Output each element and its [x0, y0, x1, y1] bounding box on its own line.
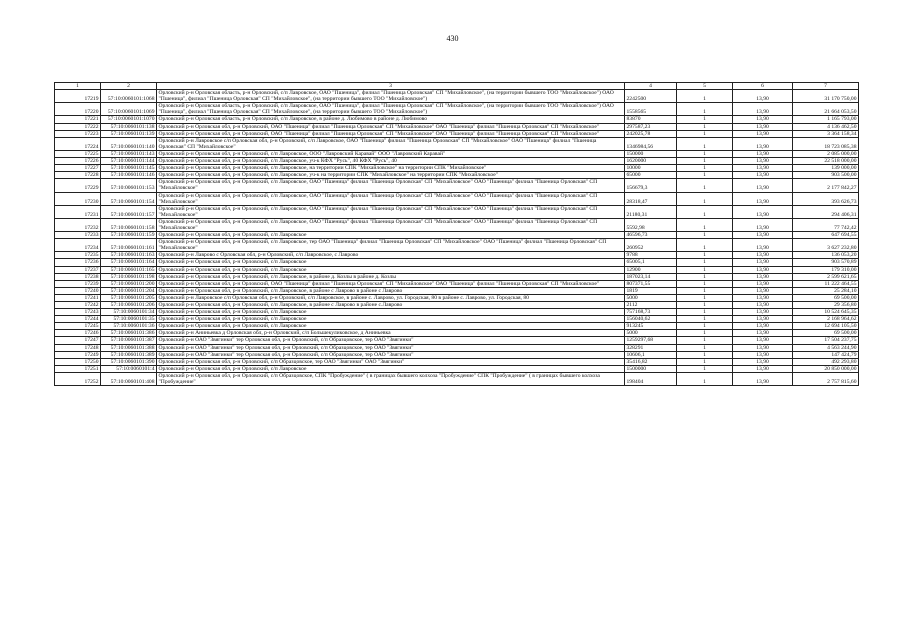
coefficient-value: 1 [677, 137, 733, 150]
cadastral-number: 57:10:0060101:387 [101, 337, 157, 344]
cadastral-number: 57:10:0060101:143 [101, 150, 157, 157]
area-value: 757168,73 [625, 309, 677, 316]
rate-value: 13,90 [733, 266, 793, 273]
row-number: 17219 [55, 90, 101, 103]
rate-value: 13,90 [733, 365, 793, 372]
location-address: Орловский р-н Орловская обл, р-н Орловский, с/п Лавровское, в районе с Лаврово в районе с.Лаврово [157, 302, 625, 309]
rate-value: 13,90 [733, 287, 793, 294]
row-number: 17234 [55, 239, 101, 252]
rate-value: 13,90 [733, 130, 793, 137]
table-row [55, 158, 859, 165]
table-row [55, 116, 859, 123]
rate-value: 13,90 [733, 372, 793, 385]
area-value: 28318,47 [625, 192, 677, 205]
area-value: 156679,3 [625, 179, 677, 192]
location-address: Орловский р-н Орловская обл, р-н Орловский, с/п Лавровское [157, 323, 625, 330]
table-row [55, 165, 859, 172]
area-value: 9788 [625, 252, 677, 259]
row-number: 17221 [55, 116, 101, 123]
row-number: 17245 [55, 323, 101, 330]
rate-value: 13,90 [733, 358, 793, 365]
table-row [55, 192, 859, 205]
table-row [55, 123, 859, 130]
coefficient-value: 1 [677, 239, 733, 252]
cadastral-value: 2 599 621,65 [793, 273, 859, 280]
coefficient-value: 1 [677, 344, 733, 351]
cadastral-value: 20 850 000,00 [793, 365, 859, 372]
row-number: 17232 [55, 218, 101, 231]
column-header: 7 [793, 83, 859, 90]
area-value: 5000 [625, 294, 677, 301]
cadastral-number: 57:10:0060101:153 [101, 179, 157, 192]
location-address: Орловский р-н Лавровское с/п Орловская обл, р-н Орловский, с/п Лавровское, в районе с. Лаврово, ул. Городская, 80 в районе с. Лаврово, ул. Городская, 80 [157, 294, 625, 301]
table-header-row [55, 83, 859, 90]
row-number: 17246 [55, 330, 101, 337]
coefficient-value: 1 [677, 123, 733, 130]
area-value: 10606,1 [625, 351, 677, 358]
area-value: 2242500 [625, 90, 677, 103]
area-value: 2112 [625, 302, 677, 309]
coefficient-value: 1 [677, 259, 733, 266]
cadastral-number: 57:10:0060101:200 [101, 280, 157, 287]
location-address: Орловский р-н Орловская обл, р-н Орловский, с/п Образцовское, тер ОАО "Звягинки" ОАО "Звягинки" [157, 358, 625, 365]
rate-value: 13,90 [733, 330, 793, 337]
table-row [55, 351, 859, 358]
cadastral-value: 2 168 964,62 [793, 316, 859, 323]
area-value: 5000 [625, 330, 677, 337]
cadastral-number: 57:10:0060101:138 [101, 123, 157, 130]
coefficient-value: 1 [677, 294, 733, 301]
cadastral-value: 2 085 000,00 [793, 150, 859, 157]
row-number: 17230 [55, 192, 101, 205]
table-row [55, 266, 859, 273]
table-row [55, 150, 859, 157]
table-row [55, 218, 859, 231]
coefficient-value: 1 [677, 365, 733, 372]
page-number: 430 [446, 34, 459, 43]
table-row [55, 358, 859, 365]
cadastral-value: 22 518 000,00 [793, 158, 859, 165]
cadastral-value: 11 222 464,55 [793, 280, 859, 287]
rate-value: 13,90 [733, 280, 793, 287]
row-number: 17250 [55, 358, 101, 365]
area-value: 260952 [625, 239, 677, 252]
cadastral-value: 18 723 085,38 [793, 137, 859, 150]
rate-value: 13,90 [733, 259, 793, 266]
table-row [55, 103, 859, 116]
rate-value: 13,90 [733, 316, 793, 323]
rate-value: 13,90 [733, 239, 793, 252]
cadastral-number: 57:10:0060101:165 [101, 266, 157, 273]
cadastral-value: 69 500,00 [793, 330, 859, 337]
location-address: Орловский р-н ОАО "Звягинки" тер Орловская обл, р-н Орловский, с/п Образцовское, тер ОАО "Звягинки" [157, 344, 625, 351]
column-header: 6 [733, 83, 793, 90]
row-number: 17236 [55, 259, 101, 266]
coefficient-value: 1 [677, 252, 733, 259]
column-header: 2 [101, 83, 157, 90]
cadastral-value: 21 664 053,50 [793, 103, 859, 116]
row-number: 17239 [55, 280, 101, 287]
table-row [55, 252, 859, 259]
coefficient-value: 1 [677, 103, 733, 116]
row-number: 17233 [55, 232, 101, 239]
location-address: Орловский р-н Орловская область, р-н Орловский, с/п Лавровское, ОАО "Пшеница", филиал "Пшеница Орловская" СП "Михайловское", (на территории бывшего ТОО "Михайловское") ОАО "Пшеница", филиал "Пшеница Орловская" СП "Михайловское", (на территории бывшего ТОО "Михайловское") [157, 90, 625, 103]
location-address: Орловский р-н Орловская обл, р-н Орловский, с/п Лавровское, ОАО "Пшеница" филиал "Пшеница Орловская" СП "Михайловское" ОАО "Пшеница" филиал "Пшеница Орловская" СП "Михайловское" [157, 192, 625, 205]
rate-value: 13,90 [733, 179, 793, 192]
cadastral-number: 57:10:0060101:36 [101, 323, 157, 330]
cadastral-value: 77 742,42 [793, 218, 859, 231]
cadastral-value: 4 563 244,90 [793, 344, 859, 351]
cadastral-value: 179 310,00 [793, 266, 859, 273]
cadastral-number: 57:10:0060101:1070 [101, 116, 157, 123]
row-number: 17223 [55, 130, 101, 137]
location-address: Орловский р-н Орловская обл, р-н Орловский, с/п Лавровское [157, 232, 625, 239]
rate-value: 13,90 [733, 158, 793, 165]
cadastral-value: 647 694,55 [793, 232, 859, 239]
cadastral-value: 2 177 842,27 [793, 179, 859, 192]
area-value: 807371,55 [625, 280, 677, 287]
row-number: 17225 [55, 150, 101, 157]
row-number: 17227 [55, 165, 101, 172]
cadastral-number: 57:10:0060101:164 [101, 259, 157, 266]
table-row [55, 280, 859, 287]
rate-value: 13,90 [733, 90, 793, 103]
coefficient-value: 1 [677, 316, 733, 323]
table-row [55, 344, 859, 351]
location-address: Орловский р-н Орловская обл, р-н Орловский, с/п Лавровское, в районе с Лаврово в районе с Лаврово [157, 287, 625, 294]
area-value: 10000 [625, 165, 677, 172]
area-value: 35416,82 [625, 358, 677, 365]
cadastral-number: 57:10:0060101:4 [101, 365, 157, 372]
row-number: 17249 [55, 351, 101, 358]
table-row [55, 309, 859, 316]
cadastral-number: 57:10:0060101:204 [101, 287, 157, 294]
row-number: 17252 [55, 372, 101, 385]
area-value: 83870 [625, 116, 677, 123]
table-row [55, 205, 859, 218]
location-address: Орловский р-н Орловская обл, р-н Орловский, с/п Лавровское, ОАО "Пшеница" филиал "Пшеница Орловская" СП "Михайловское" ОАО "Пшеница" филиал "Пшеница Орловская" СП "Михайловское" [157, 205, 625, 218]
location-address: Орловский р-н Орловская обл, р-н Орловский, с/п Лавровское [157, 316, 625, 323]
cadastral-number: 57:10:0060101:35 [101, 316, 157, 323]
area-value: 328291 [625, 344, 677, 351]
cadastral-number: 57:10:0060101:139 [101, 130, 157, 137]
cadastral-value: 1 165 793,00 [793, 116, 859, 123]
cadastral-number: 57:10:0060101:154 [101, 192, 157, 205]
column-header: 3 [157, 83, 625, 90]
coefficient-value: 1 [677, 302, 733, 309]
coefficient-value: 1 [677, 130, 733, 137]
coefficient-value: 1 [677, 372, 733, 385]
cadastral-number: 57:10:0060101:140 [101, 137, 157, 150]
location-address: Орловский р-н Орловская обл, р-н Орловский, с/п Лавровское [157, 309, 625, 316]
row-number: 17235 [55, 252, 101, 259]
cadastral-value: 3 364 158,34 [793, 130, 859, 137]
coefficient-value: 1 [677, 192, 733, 205]
row-number: 17242 [55, 302, 101, 309]
row-number: 17251 [55, 365, 101, 372]
cadastral-value: 492 293,80 [793, 358, 859, 365]
location-address: Орловский р-н Орловская обл, р-н Орловский, с/п Лавровское, ОАО "Пшеница" филиал "Пшеница Орловская" СП "Михайловское" ОАО "Пшеница" филиал "Пшеница Орловская" СП "Михайловское" [157, 218, 625, 231]
cadastral-number: 57:10:0060101:389 [101, 351, 157, 358]
coefficient-value: 1 [677, 179, 733, 192]
location-address: Орловский р-н Аниньевка д Орловская обл, р-н Орловский, с/п Большекуликовское, д Аниньевка [157, 330, 625, 337]
table-row [55, 137, 859, 150]
table-row [55, 172, 859, 179]
row-number: 17243 [55, 309, 101, 316]
cadastral-number: 57:10:0060101:206 [101, 302, 157, 309]
rate-value: 13,90 [733, 344, 793, 351]
area-value: 65005,1 [625, 259, 677, 266]
table-row [55, 90, 859, 103]
coefficient-value: 1 [677, 358, 733, 365]
cadastral-number: 57:10:0060101:161 [101, 239, 157, 252]
area-value: 198404 [625, 372, 677, 385]
coefficient-value: 1 [677, 165, 733, 172]
area-value: 1620000 [625, 158, 677, 165]
location-address: Орловский р-н Орловская область, р-н Орловский, с/п Лавровское, в районе д. Любимово в районе д. Любимово [157, 116, 625, 123]
land-registry-table [54, 82, 859, 386]
cadastral-value: 29 356,80 [793, 302, 859, 309]
table-row [55, 294, 859, 301]
rate-value: 13,90 [733, 116, 793, 123]
row-number: 17247 [55, 337, 101, 344]
cadastral-value: 294 406,31 [793, 205, 859, 218]
cadastral-value: 4 136 462,50 [793, 123, 859, 130]
table-row [55, 130, 859, 137]
row-number: 17229 [55, 179, 101, 192]
coefficient-value: 1 [677, 116, 733, 123]
area-value: 21180,31 [625, 205, 677, 218]
location-address: Орловский р-н Орловская обл, р-н Орловский, с/п Лавровское [157, 266, 625, 273]
location-address: Орловский р-н Орловская обл, р-н Орловский, с/п Лавровское [157, 365, 625, 372]
table-row [55, 287, 859, 294]
table-row [55, 179, 859, 192]
table-row [55, 372, 859, 385]
table-row [55, 302, 859, 309]
location-address: Орловский р-н ОАО "Звягинки" тер Орловская обл, р-н Орловский, с/п Образцовское, тер ОАО "Звягинки" [157, 351, 625, 358]
cadastral-number: 57:10:0060101:1069 [101, 103, 157, 116]
rate-value: 13,90 [733, 218, 793, 231]
row-number: 17224 [55, 137, 101, 150]
area-value: 46596,73 [625, 232, 677, 239]
location-address: Орловский р-н Орловская обл, р-н Орловский, с/п Лавровское, ООО "Лавровский Каравай" ООО "Лавровский Каравай" [157, 150, 625, 157]
location-address: Орловский р-н Орловская обл, р-н Орловский, с/п Лавровское, на территории СПК "Михайловское" на территории СПК "Михайловское" [157, 165, 625, 172]
rate-value: 13,90 [733, 273, 793, 280]
rate-value: 13,90 [733, 192, 793, 205]
location-address: Орловский р-н Орловская обл, р-н Орловский, с/п Лавровское, тер ОАО "Пшеница" филиал "Пшеница Орловская" СП "Михайловское" ОАО "Пшеница" филиал "Пшеница Орловская" СП "Михайловское" [157, 239, 625, 252]
area-value: 12900 [625, 266, 677, 273]
cadastral-number: 57:10:0060101:163 [101, 252, 157, 259]
location-address: Орловский р-н ОАО "Звягинки" тер Орловская обл, р-н Орловский, с/п Образцовское, тер ОАО "Звягинки" [157, 337, 625, 344]
coefficient-value: 1 [677, 280, 733, 287]
cadastral-value: 3 627 232,80 [793, 239, 859, 252]
coefficient-value: 1 [677, 330, 733, 337]
coefficient-value: 1 [677, 90, 733, 103]
cadastral-number: 57:10:0060101:1068 [101, 90, 157, 103]
location-address: Орловский р-н Орловская обл, р-н Орловский, с/п Лавровское, в районе д. Козлы в районе д. Козлы [157, 273, 625, 280]
rate-value: 13,90 [733, 123, 793, 130]
coefficient-value: 1 [677, 323, 733, 330]
row-number: 17244 [55, 316, 101, 323]
rate-value: 13,90 [733, 205, 793, 218]
rate-value: 13,90 [733, 294, 793, 301]
cadastral-value: 12 694 105,50 [793, 323, 859, 330]
row-number: 17237 [55, 266, 101, 273]
cadastral-value: 10 524 645,35 [793, 309, 859, 316]
table-row [55, 259, 859, 266]
column-header: 4 [625, 83, 677, 90]
cadastral-value: 393 626,73 [793, 192, 859, 205]
table-row [55, 239, 859, 252]
area-value: 187023,14 [625, 273, 677, 280]
row-number: 17241 [55, 294, 101, 301]
cadastral-value: 17 504 237,75 [793, 337, 859, 344]
area-value: 1500000 [625, 365, 677, 372]
rate-value: 13,90 [733, 103, 793, 116]
cadastral-number: 57:10:0060101:34 [101, 309, 157, 316]
area-value: 1558565 [625, 103, 677, 116]
cadastral-value: 903 500,00 [793, 172, 859, 179]
table-row [55, 232, 859, 239]
row-number: 17226 [55, 158, 101, 165]
location-address: Орловский р-н Орловская обл, р-н Орловский, с/п Лавровское, уч-к КФХ "Русь", 40 КФХ "Русь", 40 [157, 158, 625, 165]
cadastral-number: 57:10:0060101:157 [101, 205, 157, 218]
cadastral-number: 57:10:0060101:158 [101, 218, 157, 231]
rate-value: 13,90 [733, 302, 793, 309]
row-number: 17222 [55, 123, 101, 130]
coefficient-value: 1 [677, 273, 733, 280]
location-address: Орловский р-н Орловская обл, р-н Орловский, с/п Лавровское, ОАО "Пшеница" филиал "Пшеница Орловская" СП "Михайловское" ОАО "Пшеница" филиал "Пшеница Орловская" СП "Михайловское" [157, 179, 625, 192]
coefficient-value: 1 [677, 158, 733, 165]
row-number: 17238 [55, 273, 101, 280]
rate-value: 13,90 [733, 351, 793, 358]
coefficient-value: 1 [677, 172, 733, 179]
cadastral-value: 136 053,20 [793, 252, 859, 259]
cadastral-number: 57:10:0060101:390 [101, 358, 157, 365]
cadastral-value: 139 000,00 [793, 165, 859, 172]
rate-value: 13,90 [733, 150, 793, 157]
cadastral-value: 31 170 750,00 [793, 90, 859, 103]
area-value: 1259297,68 [625, 337, 677, 344]
table-row [55, 323, 859, 330]
coefficient-value: 1 [677, 205, 733, 218]
row-number: 17248 [55, 344, 101, 351]
rate-value: 13,90 [733, 337, 793, 344]
row-number: 17240 [55, 287, 101, 294]
coefficient-value: 1 [677, 266, 733, 273]
cadastral-number: 57:10:0060101:386 [101, 330, 157, 337]
area-value: 1346984,56 [625, 137, 677, 150]
location-address: Орловский р-н Орловская обл, р-н Орловский, ОАО "Пшеница" филиал "Пшеница Орловская" СП "Михайловское" ОАО "Пшеница" филиал "Пшеница Орловская" СП "Михайловское" [157, 280, 625, 287]
coefficient-value: 1 [677, 150, 733, 157]
rate-value: 13,90 [733, 172, 793, 179]
table-row [55, 365, 859, 372]
rate-value: 13,90 [733, 323, 793, 330]
row-number: 17220 [55, 103, 101, 116]
location-address: Орловский р-н Лавровское с/п Орловская обл, р-н Орловский, с/п Лавровское, ОАО "Пшеница" филиал "Пшеница Орловская" СП "Михайловское" ОАО "Пшеница" филиал "Пшеница Орловская" СП "Михайловское" [157, 137, 625, 150]
table-row [55, 330, 859, 337]
coefficient-value: 1 [677, 287, 733, 294]
rate-value: 13,90 [733, 309, 793, 316]
cadastral-number: 57:10:0060101:205 [101, 294, 157, 301]
table-row [55, 316, 859, 323]
coefficient-value: 1 [677, 351, 733, 358]
column-header: 5 [677, 83, 733, 90]
coefficient-value: 1 [677, 218, 733, 231]
coefficient-value: 1 [677, 232, 733, 239]
area-value: 65000 [625, 172, 677, 179]
area-value: 242025,78 [625, 130, 677, 137]
cadastral-number: 57:10:0060101:408 [101, 372, 157, 385]
coefficient-value: 1 [677, 309, 733, 316]
cadastral-value: 147 424,79 [793, 351, 859, 358]
cadastral-value: 69 500,00 [793, 294, 859, 301]
rate-value: 13,90 [733, 252, 793, 259]
location-address: Орловский р-н Орловская обл, р-н Орловский, с/п Лавровское [157, 259, 625, 266]
location-address: Орловский р-н Орловская обл, р-н Орловский, с/п Образцовское, СПК "Пробуждение" ( в границах бывшего колхоза "Пробуждение" СПК "Пробуждение" ( в границах бывшего колхоза "Пробуждение" [157, 372, 625, 385]
cadastral-number: 57:10:0060101:159 [101, 232, 157, 239]
area-value: 1819 [625, 287, 677, 294]
area-value: 156040,62 [625, 316, 677, 323]
cadastral-number: 57:10:0060101:146 [101, 172, 157, 179]
rate-value: 13,90 [733, 165, 793, 172]
rate-value: 13,90 [733, 232, 793, 239]
cadastral-number: 57:10:0060101:388 [101, 344, 157, 351]
cadastral-number: 57:10:0060101:145 [101, 165, 157, 172]
row-number: 17228 [55, 172, 101, 179]
area-value: 913245 [625, 323, 677, 330]
area-value: 297587,23 [625, 123, 677, 130]
cadastral-number: 57:10:0060101:144 [101, 158, 157, 165]
location-address: Орловский р-н Орловская область, р-н Орловский, с/п Лавровское, ОАО "Пшеница", филиал "Пшеница Орловская" СП "Михайловское", (на территории бывшего ТОО "Михайловское") ОАО "Пшеница", филиал "Пшеница Орловская" СП "Михайловское", (на территории бывшего ТОО "Михайловское") [157, 103, 625, 116]
table-row [55, 273, 859, 280]
area-value: 150000 [625, 150, 677, 157]
rate-value: 13,90 [733, 137, 793, 150]
row-number: 17231 [55, 205, 101, 218]
column-header: 1 [55, 83, 101, 90]
coefficient-value: 1 [677, 337, 733, 344]
cadastral-value: 2 757 815,60 [793, 372, 859, 385]
location-address: Орловский р-н Лаврово с Орловская обл, р-н Орловский, с/п Лавровское, с Лаврово [157, 252, 625, 259]
cadastral-value: 903 570,89 [793, 259, 859, 266]
location-address: Орловский р-н Орловская обл, р-н Орловский, с/п Лавровское, уч-к на территории СПК "Михайловское" на территории СПК "Михайловское" [157, 172, 625, 179]
cadastral-number: 57:10:0060101:198 [101, 273, 157, 280]
area-value: 5592,98 [625, 218, 677, 231]
cadastral-value: 25 284,10 [793, 287, 859, 294]
location-address: Орловский р-н Орловская обл, р-н Орловский, ОАО "Пшеница" филиал "Пшеница Орловская" СП "Михайловское" ОАО "Пшеница" филиал "Пшеница Орловская" СП "Михайловское" [157, 130, 625, 137]
location-address: Орловский р-н Орловская обл, р-н Орловский, ОАО "Пшеница" филиал "Пшеница Орловская" СП "Михайловское" ОАО "Пшеница" филиал "Пшеница Орловская" СП "Михайловское" [157, 123, 625, 130]
table-row [55, 337, 859, 344]
